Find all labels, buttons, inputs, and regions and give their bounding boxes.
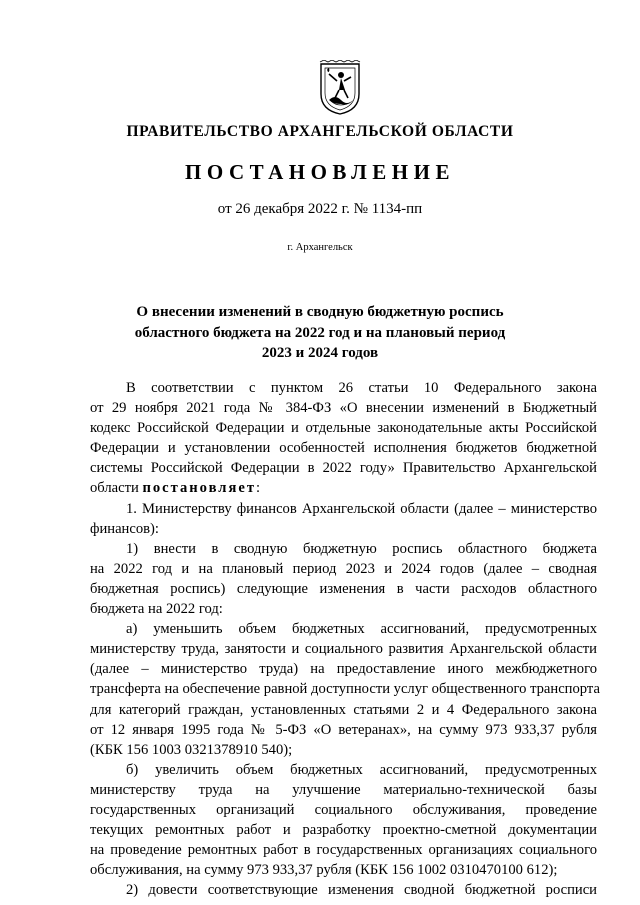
body-line: (далее – министерство труда) на предоставление иного межбюджетного (90, 661, 597, 678)
body-text-fragment: : (256, 480, 261, 497)
document-type-title: ПОСТАНОВЛЕНИЕ (185, 160, 455, 184)
body-line: бюджета на 2022 год: (90, 601, 223, 618)
document-date-number: от 26 декабря 2022 г. № 1134-пп (217, 201, 423, 217)
body-line: на 2022 год и на плановый период 2023 и 2024 годов (далее – сводная (90, 560, 597, 577)
body-line: от 12 января 1995 года № 5-ФЗ «О ветеранах», на сумму 973 933,37 рубля (90, 721, 597, 738)
document-body (90, 378, 600, 900)
body-line: государственных организаций социального обслуживания, проведение (90, 801, 597, 818)
body-line: кодекс Российской Федерации и отдельные законодательные акты Российской (90, 420, 597, 437)
body-line: Федерации и установлении особенностей исполнения бюджетов бюджетной (90, 440, 597, 457)
body-line: системы Российской Федерации в 2022 году» Правительство Архангельской (90, 460, 597, 477)
body-line: 2) довести соответствующие изменения сводной бюджетной росписи (126, 882, 597, 899)
body-line: 1) внести в сводную бюджетную роспись областного бюджета (126, 540, 597, 557)
body-line: от 29 ноября 2021 года № 384-ФЗ «О внесении изменений в Бюджетный (90, 400, 597, 417)
body-line: трансферта на обеспечение равной доступности услуг общественного транспорта (90, 681, 600, 698)
subject-line: областного бюджета на 2022 год и на плановый период (134, 324, 506, 341)
body-line: министерству труда, занятости и социального развития Архангельской области (90, 641, 597, 658)
body-line (90, 478, 597, 498)
subject-line: О внесении изменений в сводную бюджетную роспись (136, 304, 504, 320)
coat-of-arms-icon (317, 60, 363, 116)
body-line: а) уменьшить объем бюджетных ассигнований, предусмотренных (126, 621, 597, 638)
body-line: на проведение ремонтных работ в государственных организациях социального (90, 842, 597, 859)
body-line: В соответствии с пунктом 26 статьи 10 Федерального закона (126, 380, 597, 396)
document-city: г. Архангельск (287, 242, 353, 253)
body-line: министерству труда на улучшение материально-технической базы (90, 781, 597, 798)
body-line: (КБК 156 1003 0321378910 540); (90, 741, 293, 758)
body-line: текущих ремонтных работ и разработку проектно-сметной документации (90, 822, 597, 839)
authority-title: ПРАВИТЕЛЬСТВО АРХАНГЕЛЬСКОЙ ОБЛАСТИ (126, 123, 514, 140)
body-text-fragment: области (90, 480, 143, 497)
body-line: бюджетная роспись) следующие изменения в части расходов областного (90, 580, 597, 597)
body-line: финансов): (90, 520, 159, 537)
body-line: б) увеличить объем бюджетных ассигнований, предусмотренных (126, 761, 597, 778)
decree-keyword: постановляет (142, 480, 257, 497)
document-subject (0, 302, 640, 364)
subject-line: 2023 и 2024 годов (261, 345, 379, 361)
body-line: 1. Министерству финансов Архангельской области (далее – министерство (126, 500, 597, 517)
body-line: обслуживания, на сумму 973 933,37 рубля (КБК 156 1002 0310470100 612); (90, 862, 558, 879)
body-line: для категорий граждан, установленных статьями 2 и 4 Федерального закона (90, 701, 597, 718)
